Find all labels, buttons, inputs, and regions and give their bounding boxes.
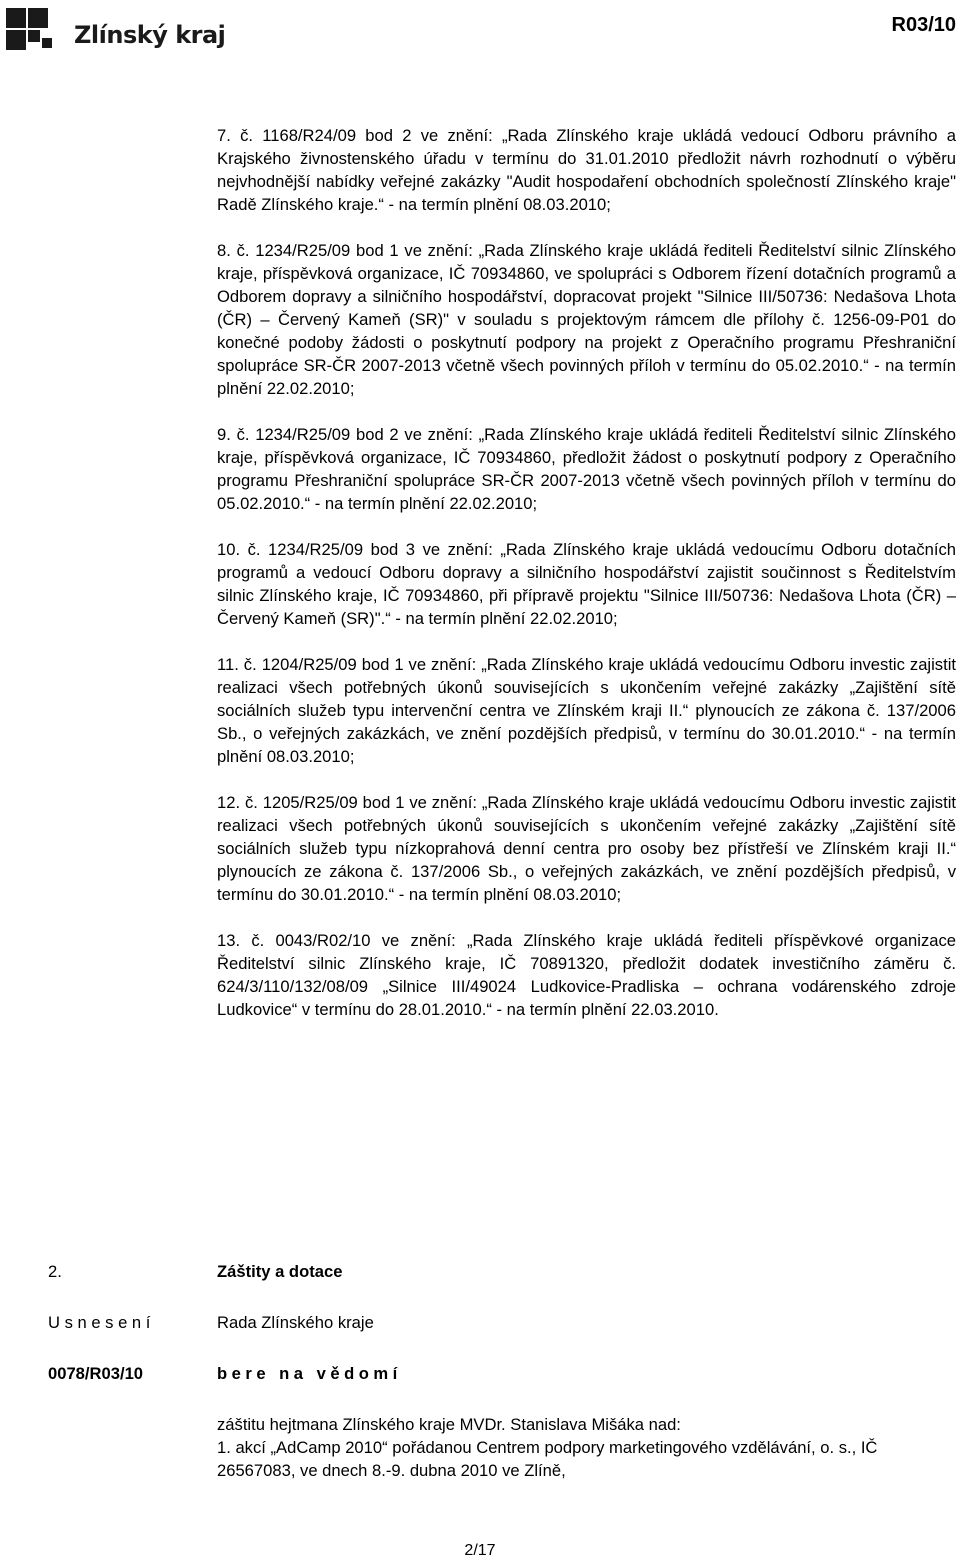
resolution-item: 9. č. 1234/R25/09 bod 2 ve znění: „Rada Zlínského kraje ukládá řediteli Ředitelství silnic Zlínského kraje, příspěvková organizace, IČ 70934860, předložit žádost o poskytnutí podpory z Operačního programu Přeshraniční spolupráce SR-ČR 2007-2013 včetně všech povinných příloh v termínu do 05.02.2010.“ - na termín plnění 22.02.2010; — [217, 425, 956, 513]
resolution-item: 12. č. 1205/R25/09 bod 1 ve znění: „Rada Zlínského kraje ukládá vedoucímu Odboru investic zajistit realizaci všech potřebných úkonů souvisejících s ukončením veřejné zakázky „Zajištění sítě sociálních služeb typu nízkoprahová denní centra pro osoby bez přístřeší ve Zlínském kraji II.“ plynoucích ze zákona č. 137/2006 Sb., o veřejných zakázkách, ve znění pozdějších předpisů, v termínu do 30.01.2010.“ - na termín plnění 08.03.2010; — [217, 793, 956, 904]
resolution-text — [217, 1413, 956, 1482]
page-number: 2/17 — [464, 1542, 496, 1559]
resolution-list — [217, 124, 956, 1044]
resolution-item: 13. č. 0043/R02/10 ve znění: „Rada Zlínského kraje ukládá řediteli příspěvkové organizace Ředitelství silnic Zlínského kraje, IČ 70891320, předložit dodatek investičního záměru č. 624/3/110/132/08/09 „Silnice III/49024 Ludkovice-Pradliska – ochrana vodárenského zdroje Ludkovice“ v termínu do 28.01.2010.“ - na termín plnění 22.03.2010. — [217, 931, 956, 1019]
logo-text: Zlínský kraj — [74, 21, 226, 49]
resolution-line: záštitu hejtmana Zlínského kraje MVDr. Stanislava Mišáka nad: — [217, 1415, 681, 1434]
resolution-item: 10. č. 1234/R25/09 bod 3 ve znění: „Rada Zlínského kraje ukládá vedoucímu Odboru dotačních programů a vedoucí Odboru dopravy a silničního hospodářství zajistit součinnost s Ředitelstvím silnic Zlínského kraje, IČ 70934860, při přípravě projektu "Silnice III/50736: Nedašova Lhota (ČR) – Červený Kameň (SR)".“ - na termín plnění 22.02.2010; — [217, 540, 956, 628]
resolution-item: 11. č. 1204/R25/09 bod 1 ve znění: „Rada Zlínského kraje ukládá vedoucímu Odboru investic zajistit realizaci všech potřebných úkonů souvisejících s ukončením veřejné zakázky „Zajištění sítě sociálních služeb typu intervenční centra ve Zlínském kraji II.“ plynoucích ze zákona č. 137/2006 Sb., o veřejných zakázkách, ve znění pozdějších předpisů, v termínu do 30.01.2010.“ - na termín plnění 08.03.2010; — [217, 655, 956, 766]
resolution-item: 7. č. 1168/R24/09 bod 2 ve znění: „Rada Zlínského kraje ukládá vedoucí Odboru právního a Krajského živnostenského úřadu v termínu do 31.01.2010 předložit návrh rozhodnutí o výběru nejvhodnější nabídky veřejné zakázky "Audit hospodaření obchodních společností Zlínského kraje" Radě Zlínského kraje.“ - na termín plnění 08.03.2010; — [217, 126, 956, 214]
document-code: R03/10 — [891, 14, 956, 36]
usneseni-label: U s n e s e n í — [48, 1313, 151, 1332]
resolution-number: 0078/R03/10 — [48, 1364, 144, 1383]
logo-squares-icon — [6, 8, 68, 52]
resolution-line: 1. akcí „AdCamp 2010“ pořádanou Centrem podpory marketingového vzdělávání, o. s., IČ 26567083, ve dnech 8.-9. dubna 2010 ve Zlíně, — [217, 1438, 878, 1480]
zlinsky-kraj-logo — [6, 8, 225, 52]
section-title: Záštity a dotace — [217, 1262, 343, 1281]
resolution-verb: bere na vědomí — [217, 1364, 402, 1383]
usneseni-body: Rada Zlínského kraje — [217, 1313, 374, 1332]
section-zastity — [48, 1260, 956, 1480]
resolution-item: 8. č. 1234/R25/09 bod 1 ve znění: „Rada Zlínského kraje ukládá řediteli Ředitelství silnic Zlínského kraje, příspěvková organizace, IČ 70934860, ve spolupráci s Odborem řízení dotačních programů a Odborem dopravy a silničního hospodářství, dopracovat projekt "Silnice III/50736: Nedašova Lhota (ČR) – Červený Kameň (SR)" v souladu s projektovým rámcem dle přílohy č. 1256-09-P01 do konečné podoby žádosti o poskytnutí podpory na projekt z Operačního programu Přeshraniční spolupráce SR-ČR 2007-2013 včetně všech povinných příloh v termínu do 05.02.2010.“ - na termín plnění 22.02.2010; — [217, 241, 956, 398]
page-header — [0, 0, 960, 70]
section-number: 2. — [48, 1262, 62, 1281]
